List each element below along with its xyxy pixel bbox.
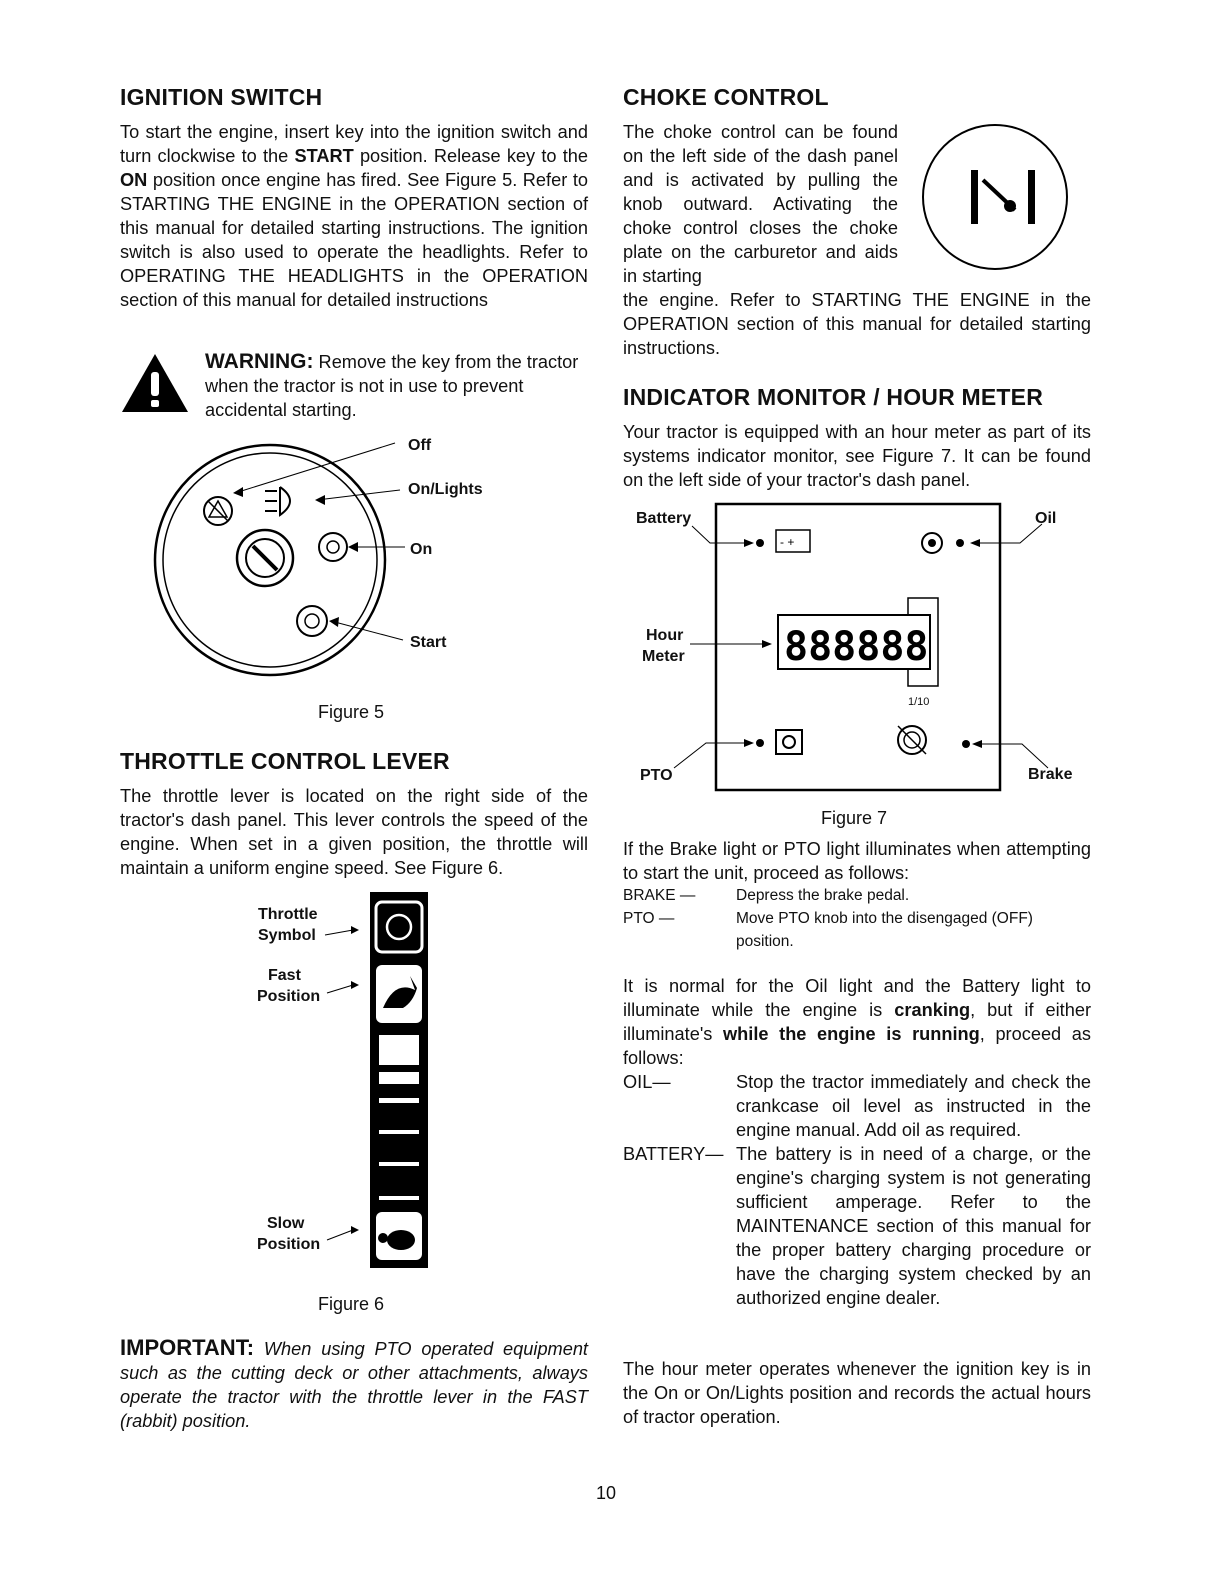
fig7-label-brake: Brake xyxy=(1028,766,1073,783)
warning-text: WARNING: Remove the key from the tractor when the tractor is not in use to prevent accidental starting. xyxy=(205,350,579,420)
svg-text:- +: - + xyxy=(780,535,795,549)
fig6-label-slow: Slow xyxy=(267,1215,305,1232)
warning-icon xyxy=(120,352,190,414)
throttle-text: The throttle lever is located on the right side of the tractor's dash panel. This lever controls the speed of the engine. When set in a given position, the throttle will maintain a uniform engine speed. See Figure 6. xyxy=(120,786,588,878)
fig5-label-on: On xyxy=(410,541,433,558)
oil-battery-list xyxy=(623,1070,1091,1310)
important-note: IMPORTANT: When using PTO operated equipment such as the cutting deck or other attachments, always operate the tractor with the throttle lever in the FAST (rabbit) position. xyxy=(120,1335,588,1431)
choke-text-wrapped: The choke control can be found on the left side of the dash panel and is activated by pulling the knob outward. Activating the choke control closes the choke plate on the carburetor and aids in starting xyxy=(623,122,898,286)
indicator-monitor-diagram xyxy=(630,500,1090,800)
page-number: 10 xyxy=(596,1483,617,1503)
indicator-heading: INDICATOR MONITOR / HOUR METER xyxy=(623,384,1043,410)
figure-6-caption: Figure 6 xyxy=(318,1294,385,1314)
fig7-label-tenth: 1/10 xyxy=(908,696,930,708)
normal-lights-text: It is normal for the Oil light and the Battery light to illuminate while the engine is cranking, but if either illuminate's while the engine is running, proceed as follows: xyxy=(623,976,1092,1068)
fig5-label-off: Off xyxy=(408,437,432,454)
fig7-label-meter: Meter xyxy=(642,648,685,665)
fig6-label-throttle: Throttle xyxy=(258,906,318,923)
indicator-text: Your tractor is equipped with an hour meter as part of its systems indicator monitor, see Figure 7. It can be found on the left side of your tractor's dash panel. xyxy=(623,422,1091,490)
hour-meter-text: The hour meter operates whenever the ignition key is in the On or On/Lights position and records the actual hours of tractor operation. xyxy=(623,1359,1091,1427)
choke-text-full: the engine. Refer to STARTING THE ENGINE in the OPERATION section of this manual for detailed starting instructions. xyxy=(623,290,1091,358)
figure-7-caption: Figure 7 xyxy=(821,808,888,828)
ignition-switch-diagram xyxy=(145,425,475,695)
fig7-label-hour: Hour xyxy=(646,627,684,644)
list-item: BRAKE — Depress the brake pedal. xyxy=(623,887,910,904)
fig6-label-fast-position: Position xyxy=(257,988,321,1005)
fig5-label-start: Start xyxy=(410,634,447,651)
choke-icon xyxy=(920,122,1072,272)
brake-pto-list xyxy=(623,884,1091,953)
brake-intro: If the Brake light or PTO light illuminates when attempting to start the unit, proceed as follows: xyxy=(623,839,1091,883)
fig7-label-pto: PTO xyxy=(640,767,673,784)
list-item: BATTERY— The battery is in need of a charge, or the engine's charging system is not generating sufficient amperage. Refer to the MAINTENANCE section of this manual for the proper battery charging procedure or have the charging system checked by an authorized engine dealer. xyxy=(623,1144,1091,1308)
fig6-label-slow-position: Position xyxy=(257,1236,321,1253)
ignition-switch-text: To start the engine, insert key into the ignition switch and turn clockwise to the START position. Release key to the ON position once engine has fired. See Figure 5. Refer to STARTING THE ENGINE in the OPERATION section of this manual for detailed starting instructions. The ignition switch is also used to operate the headlights. Refer to OPERATING THE HEADLIGHTS in the OPERATION section of this manual for detailed instructions xyxy=(120,122,588,310)
fig6-label-symbol: Symbol xyxy=(258,927,316,944)
list-item: OIL— Stop the tractor immediately and check the crankcase oil level as instructed in the engine manual. Add oil as required. xyxy=(623,1072,1091,1140)
choke-heading: CHOKE CONTROL xyxy=(623,84,829,110)
svg-text:888888: 888888 xyxy=(784,624,929,670)
throttle-diagram xyxy=(255,890,435,1270)
list-item: PTO — Move PTO knob into the disengaged (OFF) position. xyxy=(623,910,1033,950)
figure-5-caption: Figure 5 xyxy=(318,702,385,722)
throttle-heading: THROTTLE CONTROL LEVER xyxy=(120,748,450,774)
fig5-label-onlights: On/Lights xyxy=(408,481,483,498)
fig7-label-oil: Oil xyxy=(1035,510,1057,527)
fig7-label-battery: Battery xyxy=(636,510,692,527)
ignition-switch-heading: IGNITION SWITCH xyxy=(120,84,323,110)
fig6-label-fast: Fast xyxy=(268,967,301,984)
